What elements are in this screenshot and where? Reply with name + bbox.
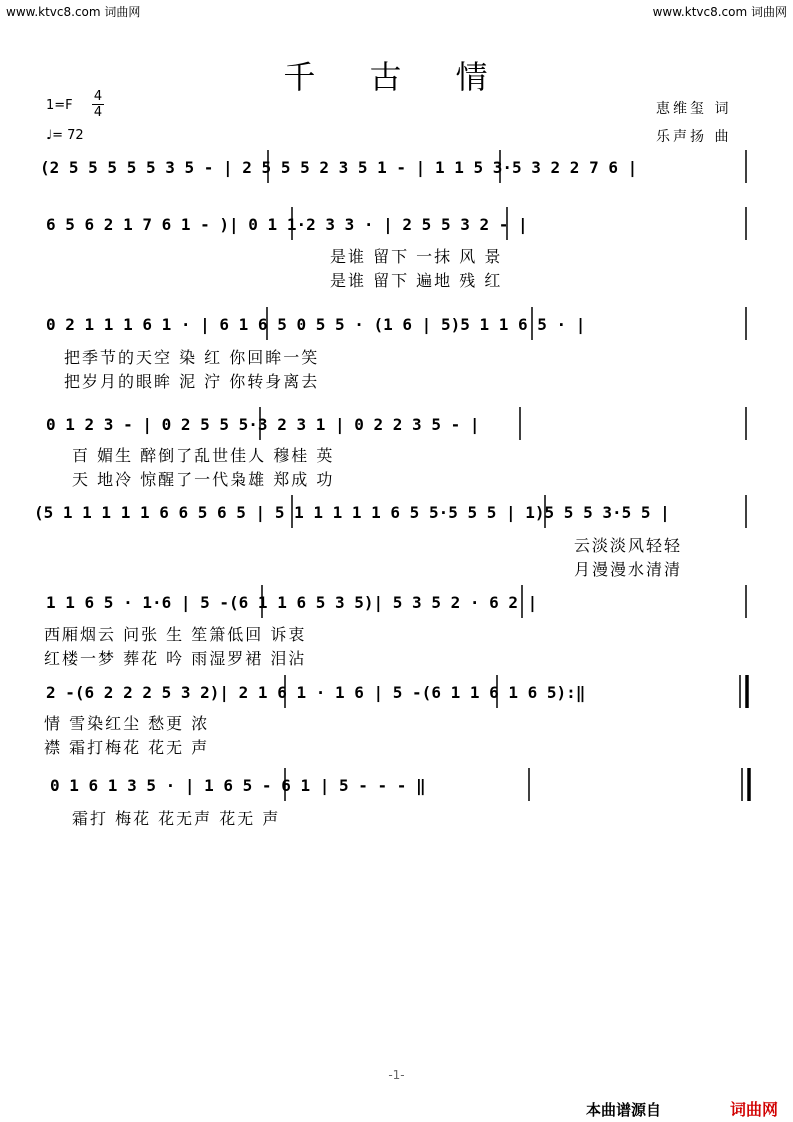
lyrics-row-3-verse-1: 把季节的天空 染 红 你回眸一笑: [64, 348, 320, 367]
lyricist-credit: 恵维玺 词: [656, 101, 732, 117]
lyrics-row-8-verse-1: 霜打 梅花 花无声 花无 声: [72, 809, 281, 828]
lyrics-row-4-verse-2: 天 地冷 惊醒了一代枭雄 郑成 功: [72, 470, 335, 489]
notation-row-6: 1 1 6 5 · 1·6 | 5 -(6 1 1 6 5 3 5)| 5 3 5 2 · 6 2 |: [46, 593, 538, 612]
song-title: 千 古 情: [283, 58, 510, 96]
lyrics-row-5-verse-2: 月漫漫水清清: [574, 560, 683, 579]
final-barlines: [747, 675, 749, 801]
lyrics-row-4-verse-1: 百 媚生 醉倒了乱世佳人 穆桂 英: [72, 446, 335, 465]
brand-link[interactable]: 词曲网: [730, 1100, 779, 1119]
notation-row-5: (5 1 1 1 1 1 6 6 5 6 5 | 5 1 1 1 1 1 6 5 5·5 5 5 | 1)5 5 5 3·5 5 |: [34, 503, 670, 522]
lyrics-row-2-verse-1: 是谁 留下 一抹 风 景: [330, 247, 503, 266]
notation-row-7: 2 -(6 2 2 2 5 3 2)| 2 1 6 1 · 1 6 | 5 -(6 1 1 6 1 6 5):‖: [46, 683, 586, 702]
lyrics-row-7-verse-1: 情 雪染红尘 愁更 浓: [44, 714, 210, 733]
lyrics-row-2-verse-2: 是谁 留下 遍地 残 红: [330, 271, 503, 290]
lyrics-row-6-verse-1: 西厢烟云 问张 生 笙箫低回 诉衷: [44, 625, 307, 644]
lyrics-row-7-verse-2: 襟 霜打梅花 花无 声: [44, 738, 210, 757]
source-label: 本曲谱源自: [586, 1101, 662, 1119]
notation-row-2: 6 5 6 2 1 7 6 1 - )| 0 1 1·2 3 3 · | 2 5 5 3 2 - |: [46, 215, 528, 234]
notation-row-4: 0 1 2 3 - | 0 2 5 5 5·3 2 3 1 | 0 2 2 3 5 - |: [46, 415, 480, 434]
lyrics-row-6-verse-2: 红楼一梦 葬花 吟 雨湿罗裙 泪沾: [44, 649, 307, 668]
lyrics-row-3-verse-2: 把岁月的眼眸 泥 泞 你转身离去: [64, 372, 320, 391]
key-signature: 1=F: [46, 98, 73, 113]
watermark-right: www.ktvc8.com 词曲网: [652, 5, 787, 19]
tempo-marking: ♩= 72: [46, 128, 84, 143]
page-number: -1-: [388, 1068, 405, 1082]
composer-credit: 乐声扬 曲: [656, 129, 732, 145]
notation-row-3: 0 2 1 1 1 6 1 · | 6 1 6 5 0 5 5 · (1 6 | 5)5 1 1 6 5 · |: [46, 315, 586, 334]
lyrics-row-5-verse-1: 云淡淡风轻轻: [574, 536, 683, 555]
watermark-left: www.ktvc8.com 词曲网: [6, 5, 141, 19]
notation-row-1: (2 5 5 5 5 5 3 5 - | 2 5 5 5 2 3 5 1 - | 1 1 5 3·5 3 2 2 7 6 |: [40, 158, 638, 177]
notation-row-8: 0 1 6 1 3 5 · | 1 6 5 - 6 1 | 5 - - - ‖: [50, 776, 426, 795]
time-bottom: 4: [93, 105, 103, 120]
time-top: 4: [93, 89, 103, 104]
